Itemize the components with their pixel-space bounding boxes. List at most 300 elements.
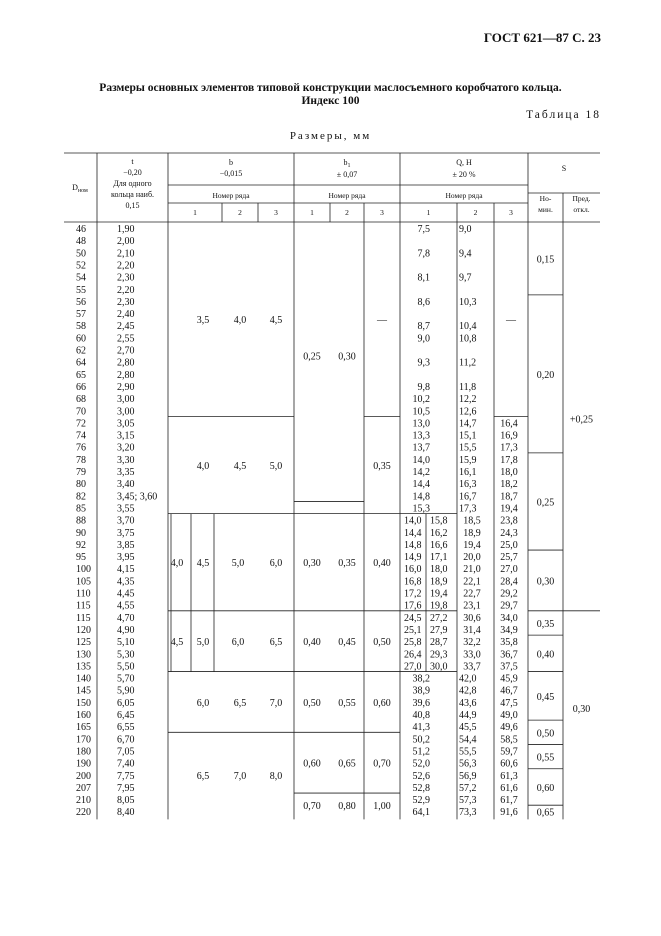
cell-q3: 60,6	[500, 758, 518, 770]
cell-q2: 73,3	[459, 807, 477, 819]
cell-q2: 33,7	[463, 661, 481, 673]
col-header-t-tol: −0,20	[123, 168, 142, 177]
cell-q2: 16,7	[459, 491, 477, 503]
cell-dnom: 115	[76, 600, 91, 612]
cell-t: 3,30	[117, 454, 135, 466]
cell-q2: 12,6	[459, 406, 477, 418]
cell-dnom: 165	[76, 722, 91, 734]
cell-q1: 29,3	[430, 649, 448, 661]
cell-t: 3,55	[117, 503, 135, 515]
cell-q3: 18,2	[500, 479, 518, 491]
cell-dnom: 135	[76, 661, 91, 673]
row-num-q: 1	[426, 208, 431, 217]
cell-q1: 26,4	[404, 649, 422, 661]
cell-dnom: 62	[76, 345, 86, 357]
cell-t: 8,40	[117, 807, 135, 819]
cell-q1: 19,4	[430, 588, 448, 600]
cell-q3: 29,2	[500, 588, 518, 600]
cell-dnom: 190	[76, 758, 91, 770]
cell-q1: 15,8	[430, 515, 448, 527]
cell-dnom: 150	[76, 697, 91, 709]
cell-dnom: 120	[76, 624, 91, 636]
cell-t: 7,05	[117, 746, 135, 758]
cell-t: 2,20	[117, 260, 135, 272]
cell-s-nom: 0,55	[536, 752, 555, 764]
row-num-b: 1	[193, 208, 197, 217]
cell-q3: 46,7	[500, 685, 518, 697]
cell-q3: 27,0	[500, 564, 518, 576]
cell-s-nom: 0,20	[536, 369, 555, 381]
cell-s-nom: 0,50	[536, 728, 555, 740]
col-header-s: S	[561, 164, 567, 173]
cell-b: 4,5	[196, 558, 210, 570]
cell-q2: 21,0	[463, 564, 481, 576]
cell-dnom: 54	[76, 272, 86, 284]
cell-dnom: 65	[76, 369, 86, 381]
cell-q1: 14,4	[412, 479, 430, 491]
cell-t: 2,45	[117, 321, 135, 333]
cell-b: 4,0	[233, 315, 247, 327]
cell-dnom: 88	[76, 515, 86, 527]
cell-q1: 14,9	[404, 552, 422, 564]
cell-q3: 61,6	[500, 782, 518, 794]
cell-q3: 58,5	[500, 734, 518, 746]
cell-q3: 24,3	[500, 527, 518, 539]
cell-dnom: 115	[76, 612, 91, 624]
cell-b1: 0,25	[303, 351, 321, 363]
cell-t: 5,90	[117, 685, 135, 697]
cell-dnom: 50	[76, 248, 86, 260]
cell-dnom: 57	[76, 309, 86, 321]
cell-s-pred: 0,30	[572, 704, 591, 715]
row-num-q: 2	[473, 208, 478, 217]
cell-b: 6,0	[231, 637, 245, 649]
cell-dnom: 90	[76, 527, 86, 539]
cell-b1: 0,50	[373, 637, 391, 649]
cell-t: 3,20	[117, 442, 135, 454]
cell-t: 4,90	[117, 624, 135, 636]
cell-b: 6,0	[196, 697, 210, 709]
cell-dnom: 210	[76, 795, 91, 807]
cell-t: 2,00	[117, 236, 135, 248]
cell-q3: 36,7	[500, 649, 518, 661]
cell-q3: 19,4	[500, 503, 518, 515]
col-header-s-pred: откл.	[573, 205, 590, 214]
cell-b: 3,5	[196, 315, 210, 327]
cell-q1: 51,2	[412, 746, 430, 758]
cell-q2: 42,0	[459, 673, 477, 685]
cell-t: 3,70	[117, 515, 135, 527]
cell-dnom: 48	[76, 236, 86, 248]
cell-q3: 34,9	[500, 624, 518, 636]
cell-t: 5,10	[117, 637, 135, 649]
cell-t: 2,55	[117, 333, 135, 345]
cell-q1: 14,8	[404, 539, 422, 551]
cell-q1: 14,2	[412, 467, 430, 478]
cell-q2: 10,8	[459, 333, 477, 345]
row-group-label-b1: Номер ряда	[328, 191, 366, 200]
cell-dnom: 82	[76, 491, 86, 503]
cell-q1: 17,1	[430, 552, 448, 564]
cell-dnom: 125	[76, 637, 91, 649]
cell-q1: 9,8	[417, 381, 430, 393]
cell-dnom: 60	[76, 333, 86, 345]
cell-q1: 17,2	[404, 588, 422, 600]
cell-q1: 19,8	[430, 600, 448, 612]
cell-q2: 43,6	[459, 697, 477, 709]
cell-t: 7,95	[117, 782, 135, 794]
cell-q3: 25,0	[500, 539, 518, 551]
col-header-b-tol: −0,015	[219, 169, 243, 178]
cell-q2: 23,1	[463, 600, 481, 612]
cell-q3: 18,0	[500, 467, 518, 478]
cell-b: 6,0	[269, 558, 283, 570]
cell-b: 5,0	[196, 637, 210, 649]
row-num-b1: 3	[380, 208, 384, 217]
cell-q1: 64,1	[412, 807, 430, 819]
cell-q2: 10,3	[459, 296, 477, 308]
cell-q1: 10,2	[412, 394, 430, 406]
cell-t: 6,05	[117, 697, 135, 709]
cell-q2: 30,6	[463, 612, 481, 624]
cell-b: 6,5	[269, 637, 283, 649]
cell-q1: 9,0	[417, 333, 430, 345]
cell-s-nom: 0,40	[536, 649, 555, 661]
cell-t: 8,05	[117, 795, 135, 807]
cell-dnom: 207	[76, 782, 91, 794]
cell-t: 7,75	[117, 770, 135, 782]
cell-s-nom: 0,65	[536, 807, 555, 819]
col-header-q-tol: ± 20 %	[452, 170, 476, 179]
row-num-b1: 1	[310, 208, 314, 217]
cell-q1: 25,8	[404, 637, 422, 649]
cell-q1: 52,8	[412, 782, 430, 794]
cell-b: 5,0	[231, 558, 245, 570]
cell-q1: 39,6	[412, 697, 430, 709]
cell-b: 6,5	[233, 697, 247, 709]
cell-q1: 9,3	[417, 357, 430, 369]
cell-dnom: 80	[76, 479, 86, 491]
title-line-1: Размеры основных элементов типовой конструкции маслосъемного коробчатого кольца.	[99, 82, 562, 94]
cell-dnom: 70	[76, 406, 86, 418]
cell-q2: 15,1	[459, 430, 477, 442]
cell-q3: 23,8	[500, 515, 518, 527]
cell-b1: 0,45	[338, 637, 356, 649]
cell-q2: 16,1	[459, 467, 477, 478]
col-header-dnom: $D_{ном}$	[72, 183, 88, 194]
cell-dnom: 64	[76, 357, 86, 369]
cell-q2: 45,5	[459, 722, 477, 734]
cell-q1: 16,8	[404, 576, 422, 588]
cell-b: 8,0	[269, 770, 283, 782]
cell-q1: 14,0	[412, 454, 430, 466]
cell-q1: 17,6	[404, 600, 422, 612]
cell-q3: 61,3	[500, 770, 518, 782]
cell-t: 7,40	[117, 758, 135, 770]
cell-dnom: 180	[76, 746, 91, 758]
cell-q1: 30,0	[430, 661, 448, 673]
cell-q1: 8,7	[417, 321, 430, 333]
page-header: ГОСТ 621—87 С. 23	[483, 30, 601, 45]
cell-dnom: 200	[76, 770, 91, 782]
cell-q2: 33,0	[463, 649, 481, 661]
cell-t: 4,45	[117, 588, 135, 600]
cell-s-nom: 0,30	[536, 576, 555, 588]
cell-dnom: 92	[76, 539, 86, 551]
cell-q2: 31,4	[463, 624, 481, 636]
cell-t: 3,00	[117, 394, 135, 406]
cell-q1: 8,1	[417, 272, 430, 284]
cell-b1: 0,80	[338, 801, 356, 813]
cell-q2: 14,7	[459, 418, 477, 430]
cell-q3: 28,4	[500, 576, 518, 588]
cell-b1: 0,35	[373, 461, 391, 472]
row-num-b1: 2	[345, 208, 349, 217]
cell-dnom: 78	[76, 454, 86, 466]
col-header-t-note: кольца наиб.	[110, 190, 155, 199]
cell-q1: 13,0	[412, 418, 430, 430]
cell-t: 3,45; 3,60	[117, 491, 158, 503]
cell-s-nom: 0,45	[536, 691, 555, 703]
cell-b: 4,5	[170, 637, 184, 649]
cell-q1: 52,9	[412, 795, 430, 807]
cell-t: 2,70	[117, 345, 135, 357]
cell-q2: 18,5	[463, 515, 481, 527]
cell-q3: 59,7	[500, 746, 518, 758]
cell-t: 3,95	[117, 552, 135, 564]
cell-q2: 10,4	[459, 321, 477, 333]
cell-t: 4,70	[117, 612, 135, 624]
cell-b1: 0,65	[338, 758, 356, 770]
cell-dnom: 160	[76, 710, 91, 721]
cell-q2: 56,9	[459, 770, 477, 782]
col-header-b1-tol: ± 0,07	[336, 170, 358, 179]
cell-s-nom: 0,35	[536, 618, 555, 630]
cell-b: 7,0	[233, 770, 247, 782]
cell-q1: 27,0	[404, 661, 422, 673]
cell-b: 4,5	[233, 461, 247, 472]
row-num-q: 3	[509, 208, 513, 217]
cell-q1: 24,5	[404, 612, 422, 624]
cell-t: 3,35	[117, 467, 135, 478]
cell-q3: 61,7	[500, 795, 518, 807]
cell-q2: 9,0	[459, 224, 472, 235]
cell-dnom: 170	[76, 734, 91, 746]
cell-b1: 0,60	[303, 758, 321, 770]
cell-q1: 52,6	[412, 770, 430, 782]
cell-q1: 13,7	[412, 442, 430, 454]
cell-q1: 16,6	[430, 539, 448, 551]
cell-q3: 47,5	[500, 697, 518, 709]
cell-t: 6,55	[117, 722, 135, 734]
col-header-b: b	[229, 158, 233, 167]
cell-q2: 12,2	[459, 394, 477, 406]
cell-dnom: 100	[76, 564, 91, 576]
cell-b1-dash: —	[377, 315, 387, 327]
cell-q2: 22,1	[463, 576, 481, 588]
col-header-b1: $b_1$	[343, 158, 351, 169]
row-group-label-b: Номер ряда	[212, 191, 250, 200]
cell-b: 4,0	[170, 558, 184, 570]
cell-t: 4,55	[117, 600, 135, 612]
cell-dnom: 79	[76, 467, 86, 478]
cell-q2: 16,3	[459, 479, 477, 491]
cell-q2: 19,4	[463, 539, 481, 551]
cell-b1: 0,40	[303, 637, 321, 649]
cell-q3: 45,9	[500, 673, 518, 685]
cell-q3: 34,0	[500, 612, 518, 624]
cell-q3: 37,5	[500, 661, 518, 673]
cell-t: 6,45	[117, 710, 135, 721]
cell-s-nom: 0,15	[536, 254, 555, 266]
cell-t: 3,05	[117, 418, 135, 430]
cell-q1: 14,8	[412, 491, 430, 503]
cell-dnom: 55	[76, 284, 86, 296]
title-line-2: Индекс 100	[301, 95, 360, 107]
cell-dnom: 66	[76, 381, 86, 393]
cell-t: 2,10	[117, 248, 135, 260]
cell-dnom: 145	[76, 685, 91, 697]
cell-q3: 49,0	[500, 710, 518, 721]
cell-t: 3,75	[117, 527, 135, 539]
col-header-q: Q, Н	[456, 158, 472, 167]
cell-s-nom: 0,25	[536, 497, 555, 509]
cell-q3: 49,6	[500, 722, 518, 734]
col-header-s-nom: Но-	[539, 194, 552, 203]
cell-q2: 55,5	[459, 746, 477, 758]
col-header-t: t	[131, 157, 134, 166]
cell-dnom: 58	[76, 321, 86, 333]
cell-t: 3,15	[117, 430, 135, 442]
cell-t: 1,90	[117, 224, 135, 235]
cell-q1: 7,8	[417, 248, 430, 260]
cell-q2: 57,3	[459, 795, 477, 807]
cell-b: 7,0	[269, 697, 283, 709]
col-header-s-pred: Пред.	[572, 194, 591, 203]
cell-q2: 17,3	[459, 503, 477, 515]
cell-q2: 18,9	[463, 527, 481, 539]
cell-dnom: 85	[76, 503, 86, 515]
cell-q2: 42,8	[459, 685, 477, 697]
cell-q1: 7,5	[417, 224, 430, 235]
cell-q2: 11,2	[459, 357, 477, 369]
cell-dnom: 130	[76, 649, 91, 661]
cell-q1: 16,0	[404, 564, 422, 576]
cell-b: 5,0	[269, 461, 283, 472]
cell-b: 4,5	[269, 315, 283, 327]
cell-q1: 16,2	[430, 527, 448, 539]
cell-q3: 35,8	[500, 637, 518, 649]
cell-b: 4,0	[196, 461, 210, 472]
cell-q1: 38,9	[412, 685, 430, 697]
cell-q1: 14,0	[404, 515, 422, 527]
cell-q1: 18,9	[430, 576, 448, 588]
cell-b1: 0,70	[373, 758, 391, 770]
row-group-label-q: Номер ряда	[445, 191, 483, 200]
cell-q3: 91,6	[500, 807, 518, 819]
cell-dnom: 46	[76, 224, 86, 235]
cell-t: 2,40	[117, 309, 135, 321]
cell-t: 3,40	[117, 479, 135, 491]
cell-t: 5,70	[117, 673, 135, 685]
cell-q1: 13,3	[412, 430, 430, 442]
cell-q3-dash: —	[506, 315, 516, 327]
cell-t: 2,30	[117, 296, 135, 308]
cell-s-pred: +0,25	[569, 414, 594, 426]
cell-dnom: 72	[76, 418, 86, 430]
cell-q1: 25,1	[404, 624, 422, 636]
cell-q3: 16,4	[500, 418, 518, 430]
cell-q2: 32,2	[463, 637, 481, 649]
cell-q1: 10,5	[412, 406, 430, 418]
cell-dnom: 74	[76, 430, 86, 442]
cell-q2: 57,2	[459, 782, 477, 794]
cell-q1: 27,2	[430, 612, 448, 624]
table-number: Таблица 18	[526, 109, 601, 121]
cell-q2: 56,3	[459, 758, 477, 770]
cell-q2: 44,9	[459, 710, 477, 721]
units-label: Размеры, мм	[289, 130, 372, 142]
cell-q3: 25,7	[500, 552, 518, 564]
cell-dnom: 110	[76, 588, 91, 600]
cell-dnom: 105	[76, 576, 91, 588]
cell-q1: 28,7	[430, 637, 448, 649]
row-num-b: 2	[238, 208, 242, 217]
cell-q3: 18,7	[500, 491, 518, 503]
cell-q1: 27,9	[430, 624, 448, 636]
cell-q1: 40,8	[412, 710, 430, 721]
cell-t: 2,30	[117, 272, 135, 284]
cell-dnom: 52	[76, 260, 86, 272]
cell-q3: 29,7	[500, 600, 518, 612]
cell-q1: 15,3	[412, 503, 430, 515]
cell-b1: 0,30	[303, 558, 321, 570]
cell-b: 6,5	[196, 770, 210, 782]
cell-t: 2,90	[117, 381, 135, 393]
cell-q2: 15,9	[459, 454, 477, 466]
cell-b1: 0,50	[303, 697, 321, 709]
col-header-t-note: 0,15	[125, 201, 140, 210]
cell-t: 6,70	[117, 734, 135, 746]
cell-q2: 9,7	[459, 272, 472, 284]
cell-q1: 50,2	[412, 734, 430, 746]
cell-dnom: 95	[76, 552, 86, 564]
cell-q1: 41,3	[412, 722, 430, 734]
cell-t: 3,85	[117, 539, 135, 551]
cell-t: 4,15	[117, 564, 135, 576]
cell-s-nom: 0,60	[536, 782, 555, 794]
cell-b1: 0,70	[303, 801, 321, 813]
cell-dnom: 56	[76, 296, 86, 308]
cell-q3: 16,9	[500, 430, 518, 442]
cell-q1: 14,4	[404, 527, 422, 539]
cell-t: 2,80	[117, 369, 135, 381]
cell-b1: 0,35	[338, 558, 356, 570]
cell-t: 5,50	[117, 661, 135, 673]
cell-q1: 52,0	[412, 758, 430, 770]
cell-t: 2,80	[117, 357, 135, 369]
cell-b1: 1,00	[373, 801, 391, 813]
cell-q1: 18,0	[430, 564, 448, 576]
cell-q2: 54,4	[459, 734, 477, 746]
cell-dnom: 140	[76, 673, 91, 685]
cell-q3: 17,3	[500, 442, 518, 454]
cell-b1: 0,60	[373, 697, 391, 709]
row-num-b: 3	[274, 208, 278, 217]
cell-q3: 17,8	[500, 454, 518, 466]
cell-b1: 0,30	[338, 351, 356, 363]
cell-t: 4,35	[117, 576, 135, 588]
